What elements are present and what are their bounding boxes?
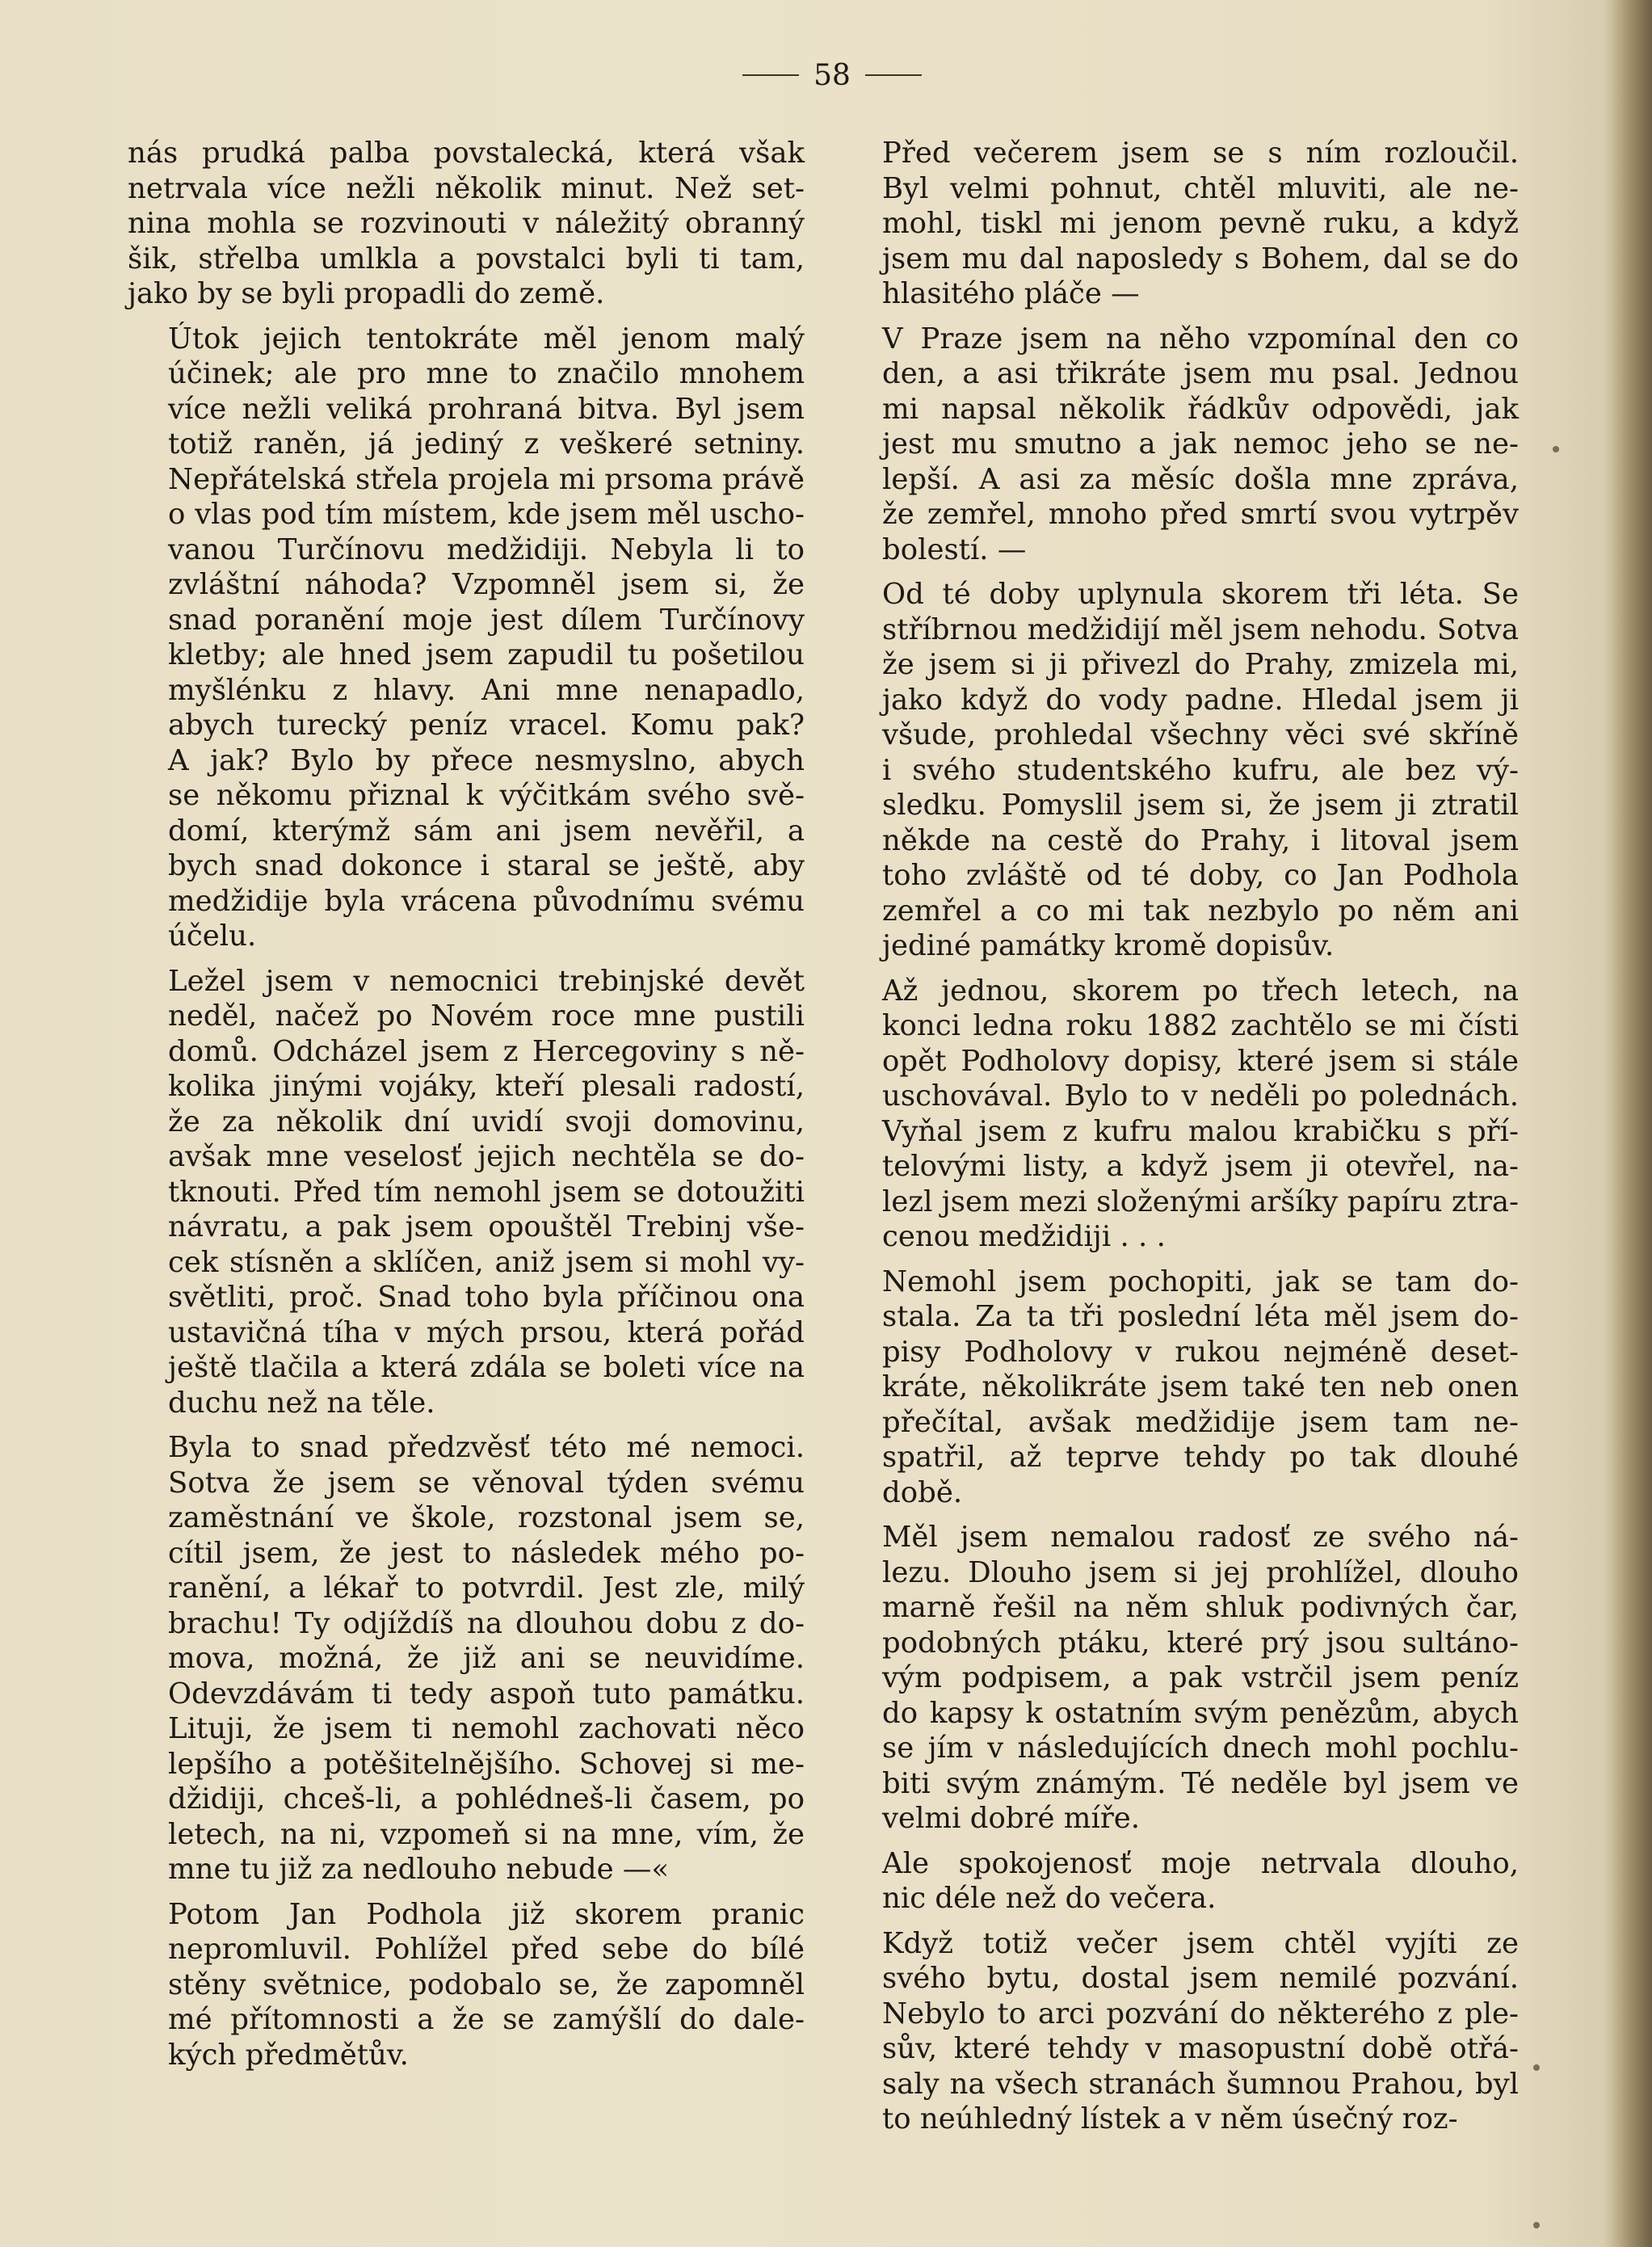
text-line: Nebylo to arci pozvání do některého z ple- bbox=[882, 1997, 1519, 2030]
text-line: konci ledna roku 1882 zachtělo se mi čísti bbox=[882, 1009, 1519, 1042]
left-column bbox=[128, 136, 805, 2082]
text-line: tknouti. Před tím nemohl jsem se dotoužiti bbox=[168, 1175, 805, 1209]
page-header bbox=[711, 55, 953, 95]
text-line: Před večerem jsem se s ním rozloučil. bbox=[882, 137, 1519, 170]
text-line: kých předmětův. bbox=[168, 2038, 409, 2072]
text-line: stěny světnice, podobalo se, že zapomněl bbox=[168, 1967, 805, 2001]
text-line: zvláštní náhoda? Vzpomněl jsem si, že bbox=[168, 568, 805, 601]
text-line: A jak? Bylo by přece nesmyslno, abych bbox=[168, 743, 805, 777]
text-line: kolika jinými vojáky, kteří plesali radostí, bbox=[168, 1070, 805, 1103]
text-line: avšak mne veselosť jejich nechtěla se do- bbox=[168, 1140, 805, 1173]
text-line: saly na všech stranách šumnou Prahou, byl bbox=[882, 2067, 1519, 2101]
header-rule-left bbox=[742, 74, 799, 76]
paragraph bbox=[842, 1264, 1519, 1511]
text-line: V Praze jsem na něho vzpomínal den co bbox=[882, 322, 1519, 356]
text-line: jsem mu dal naposledy s Bohem, dal se do bbox=[882, 242, 1519, 276]
text-line: se někomu přiznal k výčitkám svého svě- bbox=[168, 779, 805, 812]
text-line: účinek; ale pro mne to značilo mnohem bbox=[168, 357, 805, 390]
paragraph bbox=[842, 1846, 1519, 1917]
header-rule-right bbox=[865, 74, 922, 76]
text-line: Nepřátelská střela projela mi prsoma právě bbox=[168, 462, 805, 496]
text-line: letech, na ni, vzpomeň si na mne, vím, že bbox=[168, 1817, 805, 1851]
text-line: Potom Jan Podhola již skorem pranic bbox=[168, 1897, 805, 1931]
text-line: domů. Odcházel jsem z Hercegoviny s ně- bbox=[168, 1034, 805, 1068]
text-line: jako když do vody padne. Hledal jsem ji bbox=[882, 683, 1519, 717]
paragraph bbox=[842, 136, 1519, 312]
text-line: nina mohla se rozvinouti v náležitý obranný bbox=[128, 207, 805, 240]
text-line: džidiji, chceš-li, a pohlédneš-li časem, po bbox=[168, 1782, 805, 1816]
paragraph bbox=[842, 1926, 1519, 2137]
text-line: netrvala více nežli několik minut. Než set- bbox=[128, 171, 805, 205]
text-line: telovými listy, a když jsem ji otevřel, na- bbox=[882, 1150, 1519, 1183]
text-line: do kapsy k ostatním svým penězům, abych bbox=[882, 1696, 1519, 1730]
text-line: bych snad dokonce i staral se ještě, aby bbox=[168, 849, 805, 882]
paper-speck bbox=[1553, 446, 1559, 452]
text-line: ustavičná tíha v mých prsou, která pořád bbox=[168, 1315, 805, 1349]
text-line: sledku. Pomyslil jsem si, že jsem ji ztratil bbox=[882, 789, 1519, 822]
paragraph bbox=[128, 1897, 805, 2073]
text-line: že za několik dní uvidí svoji domovinu, bbox=[168, 1105, 805, 1138]
text-line: sův, které tehdy v masopustní době otřá- bbox=[882, 2032, 1519, 2065]
text-line: Byl velmi pohnut, chtěl mluviti, ale ne- bbox=[882, 171, 1519, 205]
text-line: stříbrnou medžidijí měl jsem nehodu. Sotva bbox=[882, 612, 1519, 646]
text-line: že zemřel, mnoho před smrtí svou vytrpěv bbox=[882, 498, 1519, 531]
paper-speck bbox=[1533, 2222, 1540, 2228]
text-line: přečítal, avšak medžidije jsem tam ne- bbox=[882, 1405, 1519, 1439]
text-line: kletby; ale hned jsem zapudil tu pošetilou bbox=[168, 638, 805, 671]
text-line: marně řešil na něm shluk podivných čar, bbox=[882, 1591, 1519, 1624]
text-line: lepšího a potěšitelnějšího. Schovej si me- bbox=[168, 1747, 805, 1781]
text-line: lezu. Dlouho jsem si jej prohlížel, dlouho bbox=[882, 1555, 1519, 1589]
text-line: všude, prohledal všechny věci své skříně bbox=[882, 718, 1519, 751]
text-line: nás prudká palba povstalecká, která však bbox=[128, 137, 805, 170]
text-line: zemřel a co mi tak nezbylo po něm ani bbox=[882, 894, 1519, 928]
paragraph bbox=[842, 1520, 1519, 1837]
text-line: vým podpisem, a pak vstrčil jsem peníz bbox=[882, 1661, 1519, 1694]
text-line: Od té doby uplynula skorem tři léta. Se bbox=[882, 578, 1519, 611]
text-line: nic déle než do večera. bbox=[882, 1882, 1217, 1915]
text-line: účelu. bbox=[168, 919, 257, 953]
text-line: mne tu již za nedlouho nebude —« bbox=[168, 1853, 670, 1886]
text-line: vanou Turčínovu medžidiji. Nebyla li to bbox=[168, 532, 805, 566]
text-line: Útok jejich tentokráte měl jenom malý bbox=[168, 322, 805, 356]
text-line: nepromluvil. Pohlížel před sebe do bílé bbox=[168, 1933, 805, 1966]
text-line: stala. Za ta tři poslední léta měl jsem do- bbox=[882, 1300, 1519, 1333]
text-line: Vyňal jsem z kufru malou krabičku s pří- bbox=[882, 1114, 1519, 1148]
text-line: bolestí. — bbox=[882, 532, 1027, 566]
text-line: den, a asi třikráte jsem mu psal. Jednou bbox=[882, 357, 1519, 390]
book-spine-shadow bbox=[1610, 0, 1652, 2247]
text-line: více nežli veliká prohraná bitva. Byl jsem bbox=[168, 392, 805, 426]
text-line: cítil jsem, že jest to následek mého po- bbox=[168, 1536, 805, 1570]
text-line: myšlénku z hlavy. Ani mne nenapadlo, bbox=[168, 673, 805, 707]
text-line: návratu, a pak jsem opouštěl Trebinj vše- bbox=[168, 1210, 805, 1243]
text-line: Až jednou, skorem po třech letech, na bbox=[882, 974, 1519, 1008]
text-line: svého bytu, dostal jsem nemilé pozvání. bbox=[882, 1962, 1519, 1995]
text-line: spatřil, až teprve tehdy po tak dlouhé bbox=[882, 1441, 1519, 1474]
text-line: mohl, tiskl mi jenom pevně ruku, a když bbox=[882, 207, 1519, 240]
text-line: Ale spokojenosť moje netrvala dlouho, bbox=[882, 1846, 1519, 1880]
text-line: šik, střelba umlkla a povstalci byli ti tam, bbox=[128, 242, 805, 276]
page-number: 58 bbox=[813, 58, 851, 92]
text-line: jediné památky kromě dopisův. bbox=[882, 929, 1335, 962]
text-line: Měl jsem nemalou radosť ze svého ná- bbox=[882, 1521, 1519, 1554]
right-column bbox=[842, 136, 1519, 2147]
text-line: jako by se byli propadli do země. bbox=[128, 277, 605, 310]
text-line: Odevzdávám ti tedy aspoň tuto památku. bbox=[168, 1677, 805, 1710]
text-line: duchu než na těle. bbox=[168, 1386, 435, 1420]
text-line: biti svým známým. Té neděle byl jsem ve bbox=[882, 1766, 1519, 1800]
text-line: Lituji, že jsem ti nemohl zachovati něco bbox=[168, 1712, 805, 1745]
text-line: neděl, načež po Novém roce mne pustili bbox=[168, 999, 805, 1033]
text-line: se jím v následujících dnech mohl pochlu- bbox=[882, 1732, 1519, 1765]
text-line: Sotva že jsem se věnoval týden svému bbox=[168, 1466, 805, 1500]
text-line: jest mu smutno a jak nemoc jeho se ne- bbox=[882, 427, 1519, 461]
text-line: Nemohl jsem pochopiti, jak se tam do- bbox=[882, 1264, 1519, 1298]
text-line: světliti, proč. Snad toho byla příčinou ona bbox=[168, 1281, 805, 1314]
text-line: zaměstnání ve škole, rozstonal jsem se, bbox=[168, 1501, 805, 1534]
text-line: kráte, několikráte jsem také ten neb onen bbox=[882, 1370, 1519, 1403]
text-line: Když totiž večer jsem chtěl vyjíti ze bbox=[882, 1926, 1519, 1960]
text-line: medžidije byla vrácena původnímu svému bbox=[168, 884, 805, 918]
text-line: opět Podholovy dopisy, které jsem si stále bbox=[882, 1044, 1519, 1078]
text-line: ranění, a lékař to potvrdil. Jest zle, milý bbox=[168, 1572, 805, 1605]
paragraph bbox=[842, 322, 1519, 568]
text-line: lepší. A asi za měsíc došla mne zpráva, bbox=[882, 462, 1519, 496]
text-line: hlasitého pláče — bbox=[882, 277, 1140, 310]
text-line: podobných ptáku, které prý jsou sultáno- bbox=[882, 1626, 1519, 1660]
text-line: velmi dobré míře. bbox=[882, 1802, 1141, 1835]
text-line: uschovával. Bylo to v neděli po polednách. bbox=[882, 1079, 1519, 1113]
paper-speck bbox=[1533, 2064, 1540, 2071]
text-line: pisy Podholovy v rukou nejméně deset- bbox=[882, 1335, 1519, 1369]
paragraph bbox=[128, 322, 805, 954]
text-line: někde na cestě do Prahy, i litoval jsem bbox=[882, 823, 1519, 857]
text-line: cenou medžidiji . . . bbox=[882, 1220, 1166, 1253]
paragraph bbox=[128, 964, 805, 1421]
text-line: totiž raněn, já jediný z veškeré setniny. bbox=[168, 427, 805, 461]
text-line: abych turecký peníz vracel. Komu pak? bbox=[168, 709, 805, 742]
text-line: to neúhledný lístek a v něm úsečný roz- bbox=[882, 2102, 1458, 2135]
text-line: ještě tlačila a která zdála se boleti více na bbox=[168, 1351, 805, 1384]
paragraph bbox=[842, 577, 1519, 964]
paragraph bbox=[128, 1430, 805, 1887]
text-line: Ležel jsem v nemocnici trebinjské devět bbox=[168, 964, 805, 998]
text-line: mova, možná, že již ani se neuvidíme. bbox=[168, 1642, 805, 1675]
text-line: brachu! Ty odjíždíš na dlouhou dobu z do- bbox=[168, 1606, 805, 1640]
text-line: že jsem si ji přivezl do Prahy, zmizela mi, bbox=[882, 648, 1519, 681]
text-line: Byla to snad předzvěsť této mé nemoci. bbox=[168, 1431, 805, 1464]
text-line: době. bbox=[882, 1475, 963, 1509]
text-line: cek stísněn a sklíčen, aniž jsem si mohl vy- bbox=[168, 1245, 805, 1279]
text-line: mi napsal několik řádkův odpovědi, jak bbox=[882, 392, 1519, 426]
text-line: lezl jsem mezi složenými aršíky papíru ztra- bbox=[882, 1185, 1519, 1218]
text-line: snad poranění moje jest dílem Turčínovy bbox=[168, 603, 805, 637]
text-line: o vlas pod tím místem, kde jsem měl uscho- bbox=[168, 498, 805, 531]
text-line: mé přítomnosti a že se zamýšlí do dale- bbox=[168, 2003, 805, 2036]
text-line: toho zvláště od té doby, co Jan Podhola bbox=[882, 859, 1519, 892]
text-line: domí, kterýmž sám ani jsem nevěřil, a bbox=[168, 814, 805, 848]
text-line: i svého studentského kufru, ale bez vý- bbox=[882, 753, 1519, 787]
paragraph bbox=[842, 974, 1519, 1255]
paragraph bbox=[128, 136, 805, 312]
